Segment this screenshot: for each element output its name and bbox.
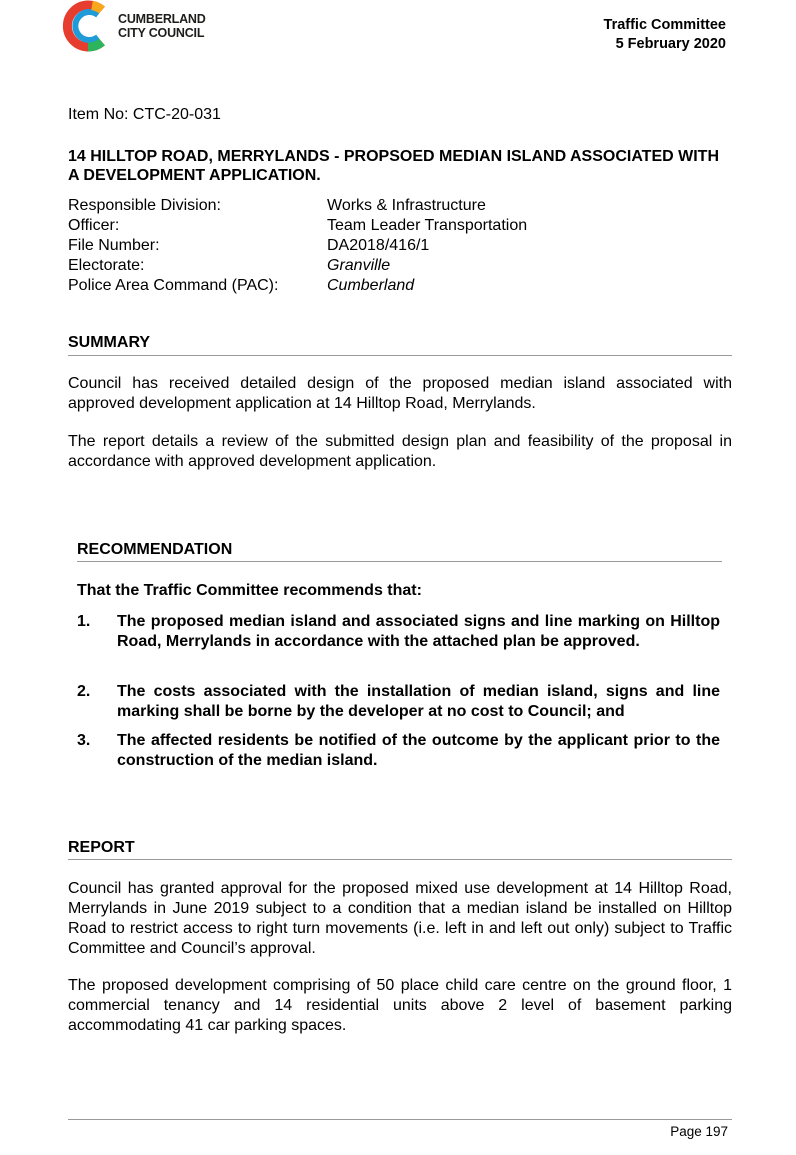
- summary-paragraph-2: The report details a review of the submitted design plan and feasibility of the proposal in accordance with approved development application.: [68, 433, 732, 470]
- detail-row: [68, 196, 527, 216]
- council-logo: [58, 2, 218, 56]
- recommendation-item: [77, 682, 720, 722]
- item-details: [68, 196, 527, 296]
- summary-paragraph-1: Council has received detailed design of the proposed median island associated with approved development application at 14 Hilltop Road, Merrylands.: [68, 375, 732, 412]
- recommendation-number: 2.: [77, 683, 91, 700]
- detail-value: Cumberland: [327, 277, 415, 294]
- item-title: 14 HILLTOP ROAD, MERRYLANDS - PROPSOED MEDIAN ISLAND ASSOCIATED WITH A DEVELOPMENT APPLICATION.: [68, 148, 719, 184]
- recommendation-text: The proposed median island and associated signs and line marking on Hilltop Road, Merrylands in accordance with the attached plan be approved.: [117, 613, 720, 650]
- recommendation-number: 3.: [77, 732, 91, 749]
- footer-divider: [68, 1119, 732, 1120]
- recommendation-item: [77, 612, 720, 652]
- detail-label: Electorate:: [68, 257, 145, 274]
- report-paragraph-2: The proposed development comprising of 50 place child care centre on the ground floor, 1 commercial tenancy and 14 residential units above 2 level of basement parking accommodating 41 car parking spaces.: [68, 977, 732, 1034]
- detail-label: Officer:: [68, 217, 120, 234]
- detail-row: [68, 236, 527, 256]
- detail-value: Team Leader Transportation: [327, 217, 528, 234]
- detail-row: [68, 256, 527, 276]
- detail-value: DA2018/416/1: [327, 237, 430, 254]
- report-paragraph-1: Council has granted approval for the proposed mixed use development at 14 Hilltop Road, Merrylands in June 2019 subject to a condition that a median island be installed on Hilltop Road to restrict access to right turn movements (i.e. left in and left out only) subject to Traffic Committee and Council’s approval.: [68, 880, 732, 957]
- recommendation-item: [77, 731, 720, 771]
- detail-value: Granville: [327, 257, 391, 274]
- page-number: Page 197: [670, 1124, 728, 1139]
- recommendation-text: The costs associated with the installation of median island, signs and line marking shall be borne by the developer at no cost to Council; and: [117, 683, 720, 720]
- recommendation-text: The affected residents be notified of the outcome by the applicant prior to the construction of the median island.: [117, 732, 720, 769]
- recommendation-number: 1.: [77, 613, 91, 630]
- logo-line-1: CUMBERLAND: [118, 12, 206, 26]
- report-heading: REPORT: [68, 839, 135, 856]
- report-divider: [68, 859, 732, 860]
- detail-value: Works & Infrastructure: [327, 197, 486, 214]
- recommendation-divider: [77, 561, 722, 562]
- detail-label: Police Area Command (PAC):: [68, 277, 279, 294]
- council-logo-mark-icon: [58, 0, 114, 54]
- recommendation-heading: RECOMMENDATION: [77, 541, 233, 558]
- recommendation-intro: That the Traffic Committee recommends that:: [77, 582, 422, 599]
- document-header: [604, 16, 726, 54]
- detail-row: [68, 276, 527, 296]
- committee-name: Traffic Committee: [603, 17, 726, 33]
- logo-line-2: CITY COUNCIL: [118, 26, 205, 40]
- summary-heading: SUMMARY: [68, 334, 151, 351]
- detail-label: Responsible Division:: [68, 197, 221, 214]
- council-logo-text: [118, 12, 206, 40]
- detail-label: File Number:: [68, 237, 160, 254]
- item-number: Item No: CTC-20-031: [68, 106, 221, 123]
- meeting-date: 5 February 2020: [615, 36, 726, 52]
- summary-divider: [68, 355, 732, 356]
- detail-row: [68, 216, 527, 236]
